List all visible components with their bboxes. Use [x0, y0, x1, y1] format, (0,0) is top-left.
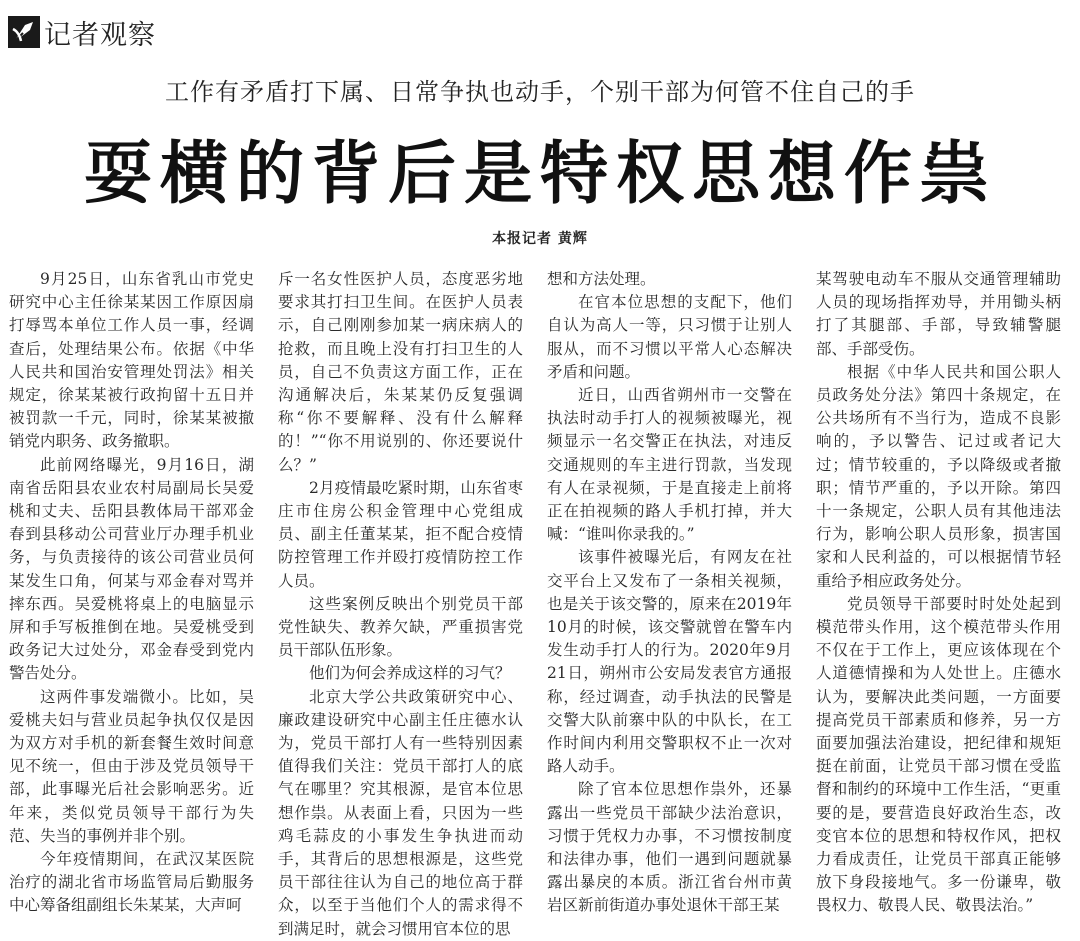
article-byline: 本报记者 黄辉: [492, 231, 588, 247]
paragraph: 在官本位思想的支配下，他们自认为高人一等，只习惯于让别人服从，而不习惯以平常人心态解决矛盾和问题。: [547, 293, 792, 381]
paragraph: 近日，山西省朔州市一交警在执法时动手打人的视频被曝光，视频显示一名交警正在执法，对违反交通规则的车主进行罚款，当发现有人在录视频，于是直接走上前将正在拍视频的路人手机打掉，并大喊：“谁叫你录我的。”: [547, 386, 792, 544]
paragraph: 2月疫情最吃紧时期，山东省枣庄市住房公积金管理中心党组成员、副主任董某某，拒不配合疫情防控管理工作并殴打疫情防控工作人员。: [278, 478, 523, 590]
paragraph: 他们为何会养成这样的习气？: [309, 664, 511, 683]
section-label: 记者观察: [44, 19, 156, 51]
paragraph: 这些案例反映出个别党员干部党性缺失、教养欠缺，严重损害党员干部队伍形象。: [278, 594, 523, 660]
paragraph: 某驾驶电动车不服从交通管理辅助人员的现场指挥劝导，并用锄头柄打了其腿部、手部，导致辅警腿部、手部受伤。: [816, 270, 1061, 358]
paragraph: 9月25日，山东省乳山市党史研究中心主任徐某某因工作原因扇打辱骂本单位工作人员一事，经调查后，处理结果公布。依据《中华人民共和国治安管理处罚法》相关规定，徐某某被行政拘留十五日并被罚款一千元，同时，徐某某被撤销党内职务、政务撤职。: [9, 270, 254, 451]
pen-nib-icon: [8, 16, 40, 48]
article-column-3: [547, 268, 792, 915]
paragraph: 该事件被曝光后，有网友在社交平台上又发布了一条相关视频，也是关于该交警的，原来在2019年10月的时候，该交警就曾在警车内发生动手打人的行为。2020年9月21日，朔州市公安局发表官方通报称，经过调查，动手执法的民警是交警大队前寨中队的中队长，在工作时间内利用交警职权不止一次对路人动手。: [547, 548, 792, 776]
paragraph: 这两件事发端微小。比如，吴爱桃夫妇与营业员起争执仅仅是因为双方对手机的新套餐生效时间意见不统一，但由于涉及党员领导干部，此事曝光后社会影响恶劣。近年来，类似党员领导干部行为失范、失当的事例并非个别。: [9, 687, 254, 845]
paragraph: 党员领导干部要时时处处起到模范带头作用，这个模范带头作用不仅在于工作上，更应该体现在个人道德情操和为人处世上。庄德水认为，要解决此类问题，一方面要提高党员干部素质和修养，另一方面要加强法治建设，把纪律和规矩挺在前面，让党员干部习惯在受监督和制约的环境中工作生活，“更重要的是，要营造良好政治生态，改变官本位的思想和特权作风，把权力看成责任，让党员干部真正能够放下身段接地气。多一份谦卑，敬畏权力、敬畏人民、敬畏法治。”: [816, 594, 1061, 915]
article-column-2: [278, 268, 523, 938]
paragraph: 此前网络曝光，9月16日，湖南省岳阳县农业农村局副局长吴爱桃和丈夫、岳阳县教体局干部邓金春到县移动公司营业厅办理手机业务，与负责接待的该公司营业员何某发生口角，何某与邓金春对骂并摔东西。吴爱桃将桌上的电脑显示屏和手写板推倒在地。吴爱桃受到政务记大过处分，邓金春受到党内警告处分。: [9, 455, 254, 683]
article-kicker: 工作有矛盾打下属、日常争执也动手，个别干部为何管不住自己的手: [165, 78, 915, 106]
article-column-1: [9, 268, 254, 915]
paragraph: 今年疫情期间，在武汉某医院治疗的湖北省市场监管局后勤服务中心筹备组副组长朱某某，大声呵: [9, 850, 254, 915]
paragraph: 除了官本位思想作祟外，还暴露出一些党员干部缺少法治意识，习惯于凭权力办事，不习惯按制度和法律办事，他们一遇到问题就暴露出暴戾的本质。浙江省台州市黄岩区新前街道办事处退休干部王某: [547, 780, 792, 915]
article-headline: 耍横的背后是特权思想作祟: [83, 135, 996, 214]
section-header: [8, 14, 156, 50]
paragraph: 斥一名女性医护人员，态度恶劣地要求其打扫卫生间。在医护人员表示，自己刚刚参加某一病床病人的抢救，而且晚上没有打扫卫生的人员，自己不负责这方面工作，正在沟通解决后，朱某某仍反复强调称“你不要解释、没有什么解释的！”“你不用说别的、你还要说什么？”: [278, 270, 523, 474]
paragraph: 北京大学公共政策研究中心、廉政建设研究中心副主任庄德水认为，党员干部打人有一些特别因素值得我们关注：党员干部打人的底气在哪里？究其根源，是官本位思想作祟。从表面上看，只因为一些鸡毛蒜皮的小事发生争执进而动手，其背后的思想根源是，这些党员干部往往认为自己的地位高于群众，以至于当他们个人的需求得不到满足时，就会习惯用官本位的思: [278, 687, 523, 938]
article-column-4: [816, 268, 1061, 915]
paragraph: 想和方法处理。: [547, 270, 656, 288]
paragraph: 根据《中华人民共和国公职人员政务处分法》第四十条规定，在公共场所有不当行为，造成不良影响的，予以警告、记过或者记大过；情节较重的，予以降级或者撤职；情节严重的，予以开除。第四十一条规定，公职人员有其他违法行为，影响公职人员形象，损害国家和人民利益的，可以根据情节轻重给予相应政务处分。: [816, 362, 1061, 590]
